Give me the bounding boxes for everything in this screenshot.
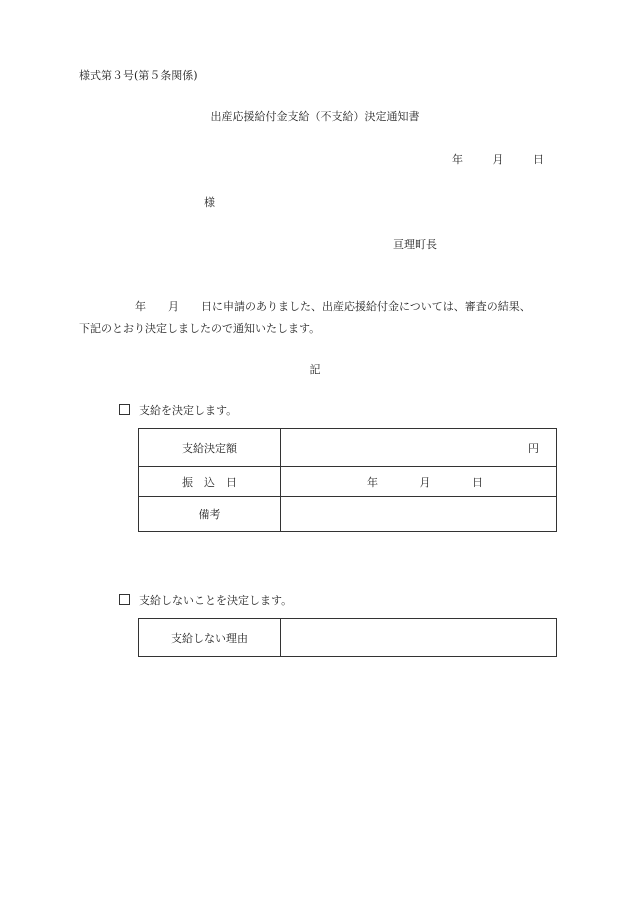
table-row <box>139 619 557 657</box>
remarks-field[interactable] <box>281 497 557 532</box>
transfer-date-field[interactable] <box>281 467 557 497</box>
table-row <box>139 429 557 467</box>
issue-date-year: 年 <box>452 153 463 166</box>
reason-label: 支給しない理由 <box>139 619 281 657</box>
document-title: 出産応援給付金支給（不支給）決定通知書 <box>210 110 420 123</box>
transfer-date-year: 年 <box>367 475 378 489</box>
notice-body-line2: 下記のとおり決定しましたので通知いたします。 <box>79 322 321 335</box>
table-row <box>139 467 557 497</box>
sender-name: 亘理町長 <box>393 238 437 251</box>
issue-date-day: 日 <box>533 153 544 166</box>
option-payment-label: 支給を決定します。 <box>139 404 238 417</box>
notice-body-line1: 年 月 日に申請のありました、出産応援給付金については、審査の結果、 <box>135 300 531 313</box>
amount-value-field[interactable]: 円 <box>281 429 557 467</box>
issue-date-month: 月 <box>492 153 504 166</box>
transfer-date-day: 日 <box>472 475 483 489</box>
reason-field[interactable] <box>281 619 557 657</box>
no-payment-checkbox[interactable] <box>119 594 130 605</box>
option-no-payment-label: 支給しないことを決定します。 <box>139 594 293 607</box>
notice-body <box>79 296 559 340</box>
remarks-label: 備考 <box>139 497 281 532</box>
issue-date <box>452 151 544 167</box>
transfer-date-month: 月 <box>419 475 431 489</box>
transfer-date-label: 振 込 日 <box>139 467 281 497</box>
addressee-suffix: 様 <box>204 196 215 209</box>
no-payment-table <box>138 618 557 657</box>
payment-table <box>138 428 557 532</box>
form-number: 様式第３号(第５条関係) <box>79 69 198 82</box>
ki-heading: 記 <box>309 363 321 376</box>
payment-checkbox[interactable] <box>119 404 130 415</box>
option-payment <box>119 402 237 418</box>
amount-label: 支給決定額 <box>139 429 281 467</box>
table-row <box>139 497 557 532</box>
option-no-payment <box>119 592 292 608</box>
